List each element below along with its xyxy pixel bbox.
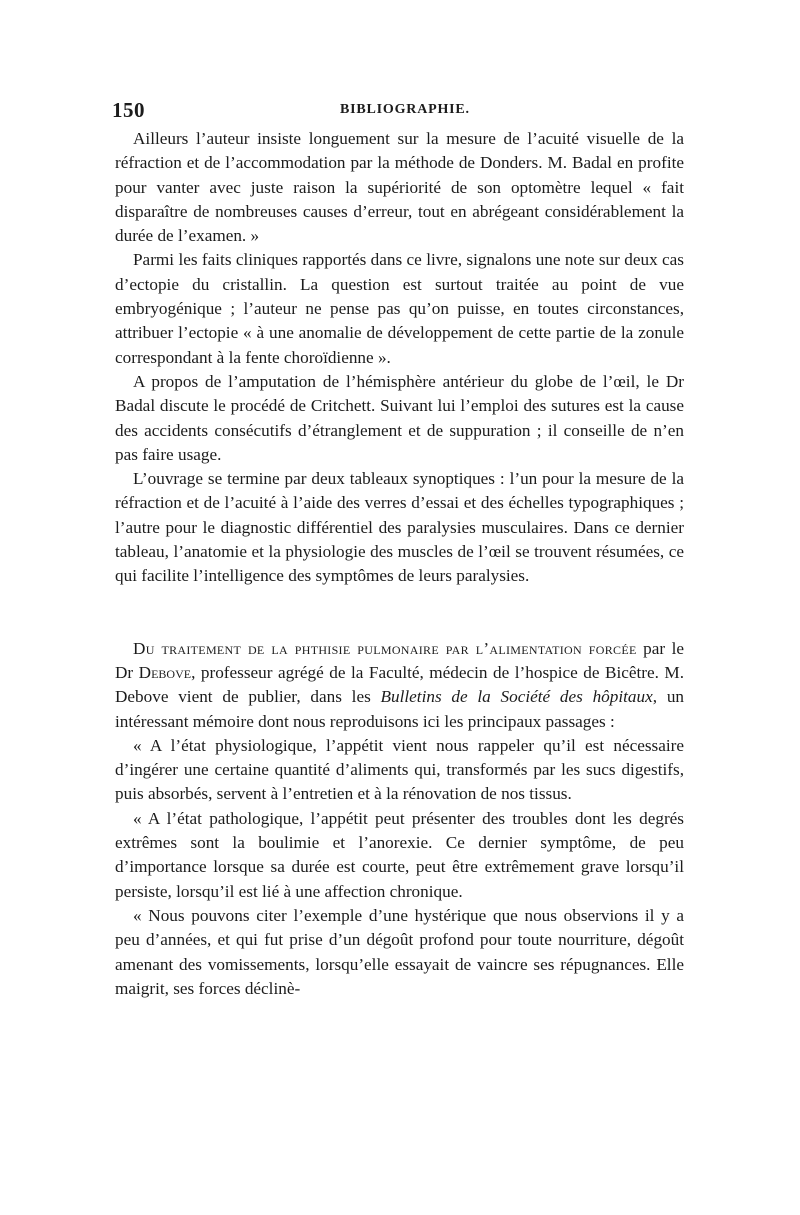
author-name: Debove [138,662,192,682]
paragraph-debove-intro [115,637,684,734]
paragraph-pathological-state: « A l’état pathologique, l’appétit peut présenter des troubles dont les degrés extrêmes sont la boulimie et l’anorexie. Ce dernier symptôme, de peu d’importance lorsque sa durée est courte, peut être extrêmement grave lorsqu’il persiste, lorsqu’il est lié à une affection chronique. [115,808,684,901]
article-title: Du traitement de la phthisie pulmonaire par l’alimentation forcée [133,638,637,658]
journal-title: Bulletins de la Société des hôpitaux [380,687,653,707]
intro-text-a: , professeur agrégé de la Faculté, médecin de l’hospice de Bicêtre. M. Debove vient de publier, dans les [115,662,685,707]
paragraph-hysteric-example: « Nous pouvons citer l’exemple d’une hystérique que nous observions il y a peu d’années, et qui fut prise d’un dégoût profond pour toute nourriture, dégoût amenant des vomissements, lorsqu’elle essayait de vaincre ses répugnances. Elle maigrit, ses forces déclinè- [115,905,684,998]
paragraph-tables: L’ouvrage se termine par deux tableaux synoptiques : l’un pour la mesure de la réfraction et de l’acuité à l’aide des verres d’essai et des échelles typographiques ; l’autre pour le diagnostic différentiel des paralysies musculaires. Dans ce dernier tableau, l’anatomie et la physiologie des muscles de l’œil se trouvent résumées, ce qui facilite l’intelligence des symptômes de leurs paralysies. [115,469,684,586]
paragraph-amputation: A propos de l’amputation de l’hémisphère antérieur du globe de l’œil, le Dr Badal discute le procédé de Critchett. Suivant lui l’emploi des sutures est la cause des accidents consécutifs d’étranglement et de suppuration ; il conseille de n’en pas faire usage. [115,371,684,464]
page-header [112,98,687,128]
paragraph-ectopia: Parmi les faits cliniques rapportés dans ce livre, signalons une note sur deux cas d’ectopie du cristallin. La question est surtout traitée au point de vue embryogénique ; l’auteur ne pense pas qu’on puisse, en toutes circonstances, attribuer l’ectopie « à une anomalie de développement de cette partie de la zonule correspondant à la fente choroïdienne ». [115,250,684,367]
intro-text-b: , un intéressant mémoire dont nous reproduisons ici les principaux passages : [115,687,684,731]
page-number: 150 [112,98,145,122]
page-body [115,127,684,1001]
paragraph-physiological-state: « A l’état physiologique, l’appétit vient nous rappeler qu’il est nécessaire d’ingérer une certaine quantité d’aliments qui, transformés par les sucs digestifs, puis absorbés, servent à l’entretien et à la rénovation de nos tissus. [115,735,684,804]
author-prefix: par le Dr [115,638,684,682]
running-head: BIBLIOGRAPHIE. [340,102,470,117]
paragraph-acuity: Ailleurs l’auteur insiste longuement sur la mesure de l’acuité visuelle de la réfraction et de l’accommodation par la méthode de Donders. M. Badal en profite pour vanter avec juste raison la supériorité de son optomètre lequel « fait disparaître de nombreuses causes d’erreur, tout en abrégeant considérablement la durée de l’examen. » [115,129,684,246]
section-break [115,589,684,637]
